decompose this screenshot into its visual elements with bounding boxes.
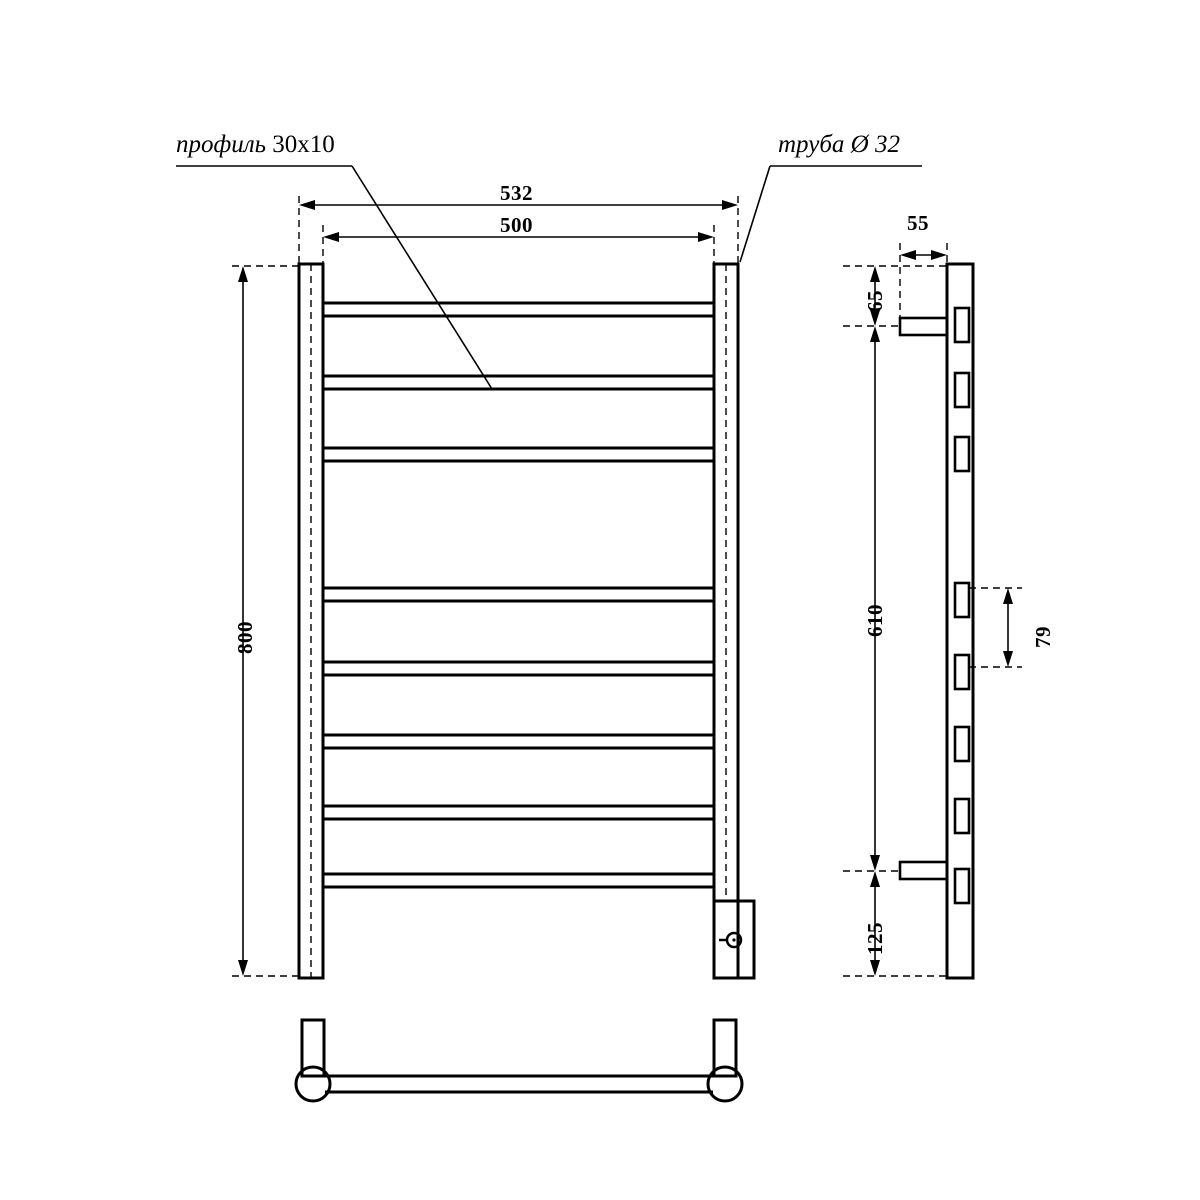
dim-79-line	[1003, 588, 1013, 667]
front-control-box	[714, 901, 754, 978]
annotation-profile-prefix: профиль	[176, 131, 267, 158]
front-leader-lines	[176, 166, 922, 389]
annotation-profile-value: 30x10	[272, 131, 335, 158]
dim-800-label: 800	[233, 621, 257, 654]
side-bottom-bracket	[900, 862, 947, 879]
dim-65-label: 65	[863, 290, 887, 312]
dim-55-line	[900, 250, 947, 260]
annotation-pipe	[778, 131, 900, 159]
dim-55-label: 55	[907, 211, 929, 235]
annotation-pipe-prefix: труба	[778, 131, 845, 158]
dim-500-label: 500	[500, 213, 533, 237]
annotation-profile	[176, 131, 335, 159]
dim-532-label: 532	[500, 181, 533, 205]
annotation-pipe-value: Ø 32	[850, 131, 900, 158]
side-top-bracket	[900, 318, 947, 335]
front-view	[176, 166, 922, 978]
dim-610-label: 610	[863, 604, 887, 637]
front-rails	[323, 303, 714, 887]
side-rail-sections	[955, 308, 969, 903]
dim-125-label: 125	[863, 922, 887, 955]
dim-610-line	[870, 326, 880, 871]
top-view	[296, 1020, 742, 1101]
dim-79-label: 79	[1031, 626, 1055, 648]
